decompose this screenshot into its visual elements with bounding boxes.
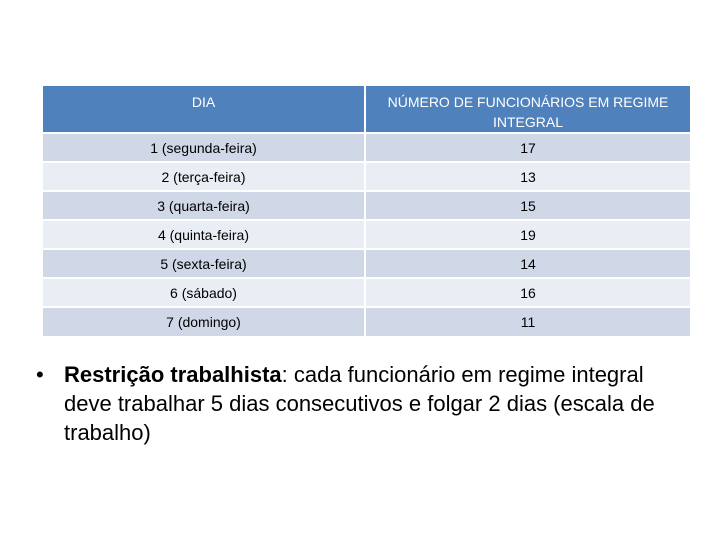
table-header-row (43, 86, 690, 133)
labor-restriction-bullet (36, 360, 686, 447)
employees-table (43, 86, 690, 336)
count-cell: 14 (365, 249, 690, 278)
header-day: DIA (43, 86, 365, 133)
day-cell: 5 (sexta-feira) (43, 249, 365, 278)
count-cell: 11 (365, 307, 690, 336)
table-row (43, 249, 690, 278)
table-row (43, 162, 690, 191)
table-row (43, 191, 690, 220)
table-row (43, 278, 690, 307)
bullet-text: : cada funcionário em regime integral deve trabalhar 5 dias consecutivos e folgar 2 dias (escala de trabalho) (64, 362, 655, 445)
count-cell: 15 (365, 191, 690, 220)
table-row (43, 307, 690, 336)
count-cell: 17 (365, 133, 690, 162)
table-row (43, 220, 690, 249)
day-cell: 1 (segunda-feira) (43, 133, 365, 162)
count-cell: 19 (365, 220, 690, 249)
day-cell: 7 (domingo) (43, 307, 365, 336)
header-employee-count: NÚMERO DE FUNCIONÁRIOS EM REGIME INTEGRAL (365, 86, 690, 133)
day-cell: 2 (terça-feira) (43, 162, 365, 191)
table-row (43, 133, 690, 162)
day-cell: 3 (quarta-feira) (43, 191, 365, 220)
day-cell: 6 (sábado) (43, 278, 365, 307)
count-cell: 13 (365, 162, 690, 191)
bullet-marker: • (36, 362, 44, 387)
count-cell: 16 (365, 278, 690, 307)
bullet-bold-label: Restrição trabalhista (64, 362, 282, 387)
day-cell: 4 (quinta-feira) (43, 220, 365, 249)
